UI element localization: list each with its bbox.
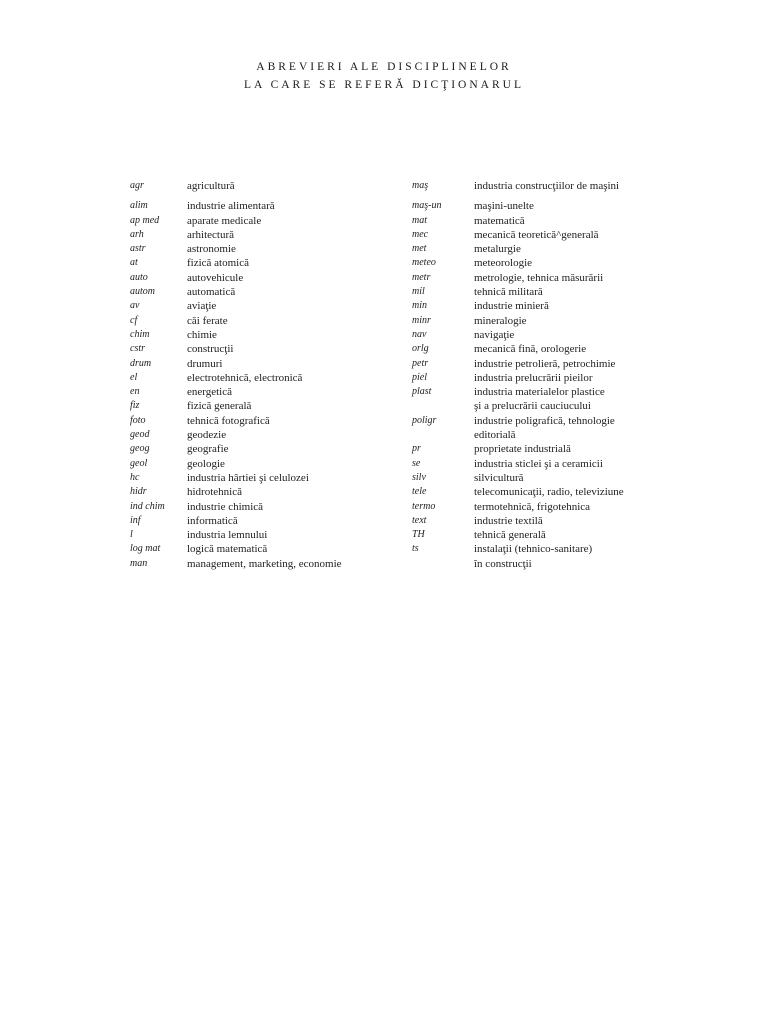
abbreviation: foto <box>130 414 146 426</box>
definition: silvicultură <box>474 471 524 484</box>
definition: matematică <box>474 214 525 227</box>
definition: autovehicule <box>187 271 244 284</box>
definition: căi ferate <box>187 314 228 327</box>
abbreviation-list-left <box>130 179 380 571</box>
list-item <box>412 414 662 428</box>
abbreviation: TH <box>412 529 425 541</box>
abbreviation: piel <box>412 371 427 383</box>
abbreviation: minr <box>412 314 431 326</box>
abbreviation: el <box>130 371 138 383</box>
abbreviation: maş <box>412 180 429 191</box>
abbreviation: text <box>412 514 427 526</box>
definition: industria sticlei şi a ceramicii <box>474 457 603 470</box>
abbreviation: log mat <box>130 543 161 555</box>
list-item <box>412 471 662 485</box>
definition: tehnică militară <box>474 286 543 299</box>
list-item <box>130 228 380 242</box>
list-item <box>130 256 380 270</box>
abbreviation: ap med <box>130 214 160 226</box>
list-item <box>130 314 380 328</box>
definition: proprietate industrială <box>474 443 571 456</box>
abbreviation: man <box>130 557 148 569</box>
list-item <box>130 542 380 556</box>
list-item <box>412 485 662 499</box>
list-item <box>130 414 380 428</box>
abbreviation: metr <box>412 271 431 283</box>
definition: aparate medicale <box>187 214 262 227</box>
list-item <box>130 514 380 528</box>
list-item <box>412 285 662 299</box>
abbreviation: petr <box>412 357 429 369</box>
definition: tehnică fotografică <box>187 414 270 427</box>
list-item <box>130 199 380 213</box>
definition: industrie poligrafică, tehnologie <box>474 414 615 427</box>
definition: industrie minieră <box>474 300 549 313</box>
definition: şi a prelucrării cauciucului <box>474 400 591 413</box>
abbreviation: ind chim <box>130 500 165 512</box>
list-item <box>130 271 380 285</box>
definition: construcţii <box>187 343 234 356</box>
abbreviation: plast <box>412 386 432 398</box>
list-item <box>130 399 380 413</box>
abbreviation: cstr <box>130 343 145 355</box>
list-item <box>412 328 662 342</box>
definition: industrie textilă <box>474 514 543 527</box>
list-item <box>412 228 662 242</box>
list-item <box>412 500 662 514</box>
abbreviation: inf <box>130 514 141 526</box>
definition: industrie alimentară <box>187 200 275 213</box>
definition: editorială <box>474 429 516 442</box>
list-item <box>130 328 380 342</box>
abbreviation: fiz <box>130 400 140 412</box>
list-item <box>130 528 380 542</box>
abbreviation: min <box>412 300 427 312</box>
definition: agricultură <box>187 180 235 192</box>
definition: industrie chimică <box>187 500 264 513</box>
list-item <box>412 242 662 256</box>
definition: arhitectură <box>187 228 235 241</box>
list-item <box>412 457 662 471</box>
abbreviation: orlg <box>412 343 429 355</box>
abbreviation: se <box>412 457 421 469</box>
definition: metalurgie <box>474 243 521 256</box>
abbreviation: l <box>130 529 133 541</box>
definition: meteorologie <box>474 257 533 270</box>
abbreviation: en <box>130 386 140 398</box>
abbreviation: arh <box>130 228 144 240</box>
abbreviation: meteo <box>412 257 436 269</box>
abbreviation: geog <box>130 443 150 455</box>
definition: mecanică teoretică^generală <box>474 228 599 241</box>
list-item <box>412 442 662 456</box>
abbreviation: astr <box>130 243 146 255</box>
list-item <box>130 357 380 371</box>
definition: termotehnică, frigotehnica <box>474 500 591 513</box>
definition: informatică <box>187 514 238 527</box>
list-item <box>130 285 380 299</box>
list-item <box>130 214 380 228</box>
definition: industrie petrolieră, petrochimie <box>474 357 616 370</box>
list-item <box>130 428 380 442</box>
abbreviation: hc <box>130 471 140 483</box>
list-item <box>412 357 662 371</box>
abbreviation: cf <box>130 314 138 326</box>
list-item <box>412 514 662 528</box>
abbreviation: mil <box>412 286 425 298</box>
definition: industria materialelor plastice <box>474 386 605 399</box>
definition: industria lemnului <box>187 529 268 542</box>
definition: astronomie <box>187 243 236 256</box>
definition: aviaţie <box>187 300 217 313</box>
definition: fizică atomică <box>187 257 249 270</box>
list-item <box>412 199 662 213</box>
abbreviation: hidr <box>130 486 147 498</box>
abbreviation: pr <box>412 443 421 455</box>
definition: logică matematică <box>187 543 268 556</box>
list-item <box>412 214 662 228</box>
abbreviation: maş-un <box>412 200 442 212</box>
list-item <box>130 557 380 571</box>
list-item <box>130 299 380 313</box>
abbreviation: nav <box>412 328 427 340</box>
list-item <box>130 242 380 256</box>
definition: maşini-unelte <box>474 200 534 213</box>
abbreviation: poligr <box>412 414 437 426</box>
abbreviation: autom <box>130 286 155 298</box>
abbreviation: ts <box>412 543 419 555</box>
list-item <box>130 442 380 456</box>
list-item <box>130 342 380 356</box>
list-item <box>130 179 380 193</box>
definition: instalaţii (tehnico-sanitare) <box>474 543 593 556</box>
definition: mineralogie <box>474 314 527 327</box>
definition: metrologie, tehnica măsurării <box>474 271 604 284</box>
abbreviation: chim <box>130 328 150 340</box>
definition: electrotehnică, electronică <box>187 371 303 384</box>
definition: industria construcţiilor de maşini <box>474 180 620 192</box>
definition: geodezie <box>187 429 227 442</box>
abbreviation: termo <box>412 500 436 512</box>
list-item <box>130 485 380 499</box>
abbreviation: auto <box>130 271 148 283</box>
list-item <box>412 299 662 313</box>
definition: automatică <box>187 286 236 299</box>
abbreviation: silv <box>412 471 426 483</box>
abbreviation: mec <box>412 228 429 240</box>
abbreviation: met <box>412 243 427 255</box>
list-item <box>412 542 662 556</box>
definition: geografie <box>187 443 229 456</box>
abbreviation-list-right <box>412 179 662 571</box>
definition: energetică <box>187 386 232 399</box>
list-item <box>412 428 662 442</box>
list-item <box>130 471 380 485</box>
definition: chimie <box>187 328 217 341</box>
definition: telecomunicaţii, radio, televiziune <box>474 486 624 499</box>
list-item <box>412 557 662 571</box>
list-item <box>130 500 380 514</box>
page-title-line-1: ABREVIERI ALE DISCIPLINELOR <box>256 61 512 73</box>
list-item <box>130 385 380 399</box>
definition: în construcţii <box>474 557 532 570</box>
list-item <box>412 528 662 542</box>
definition: drumuri <box>187 357 223 370</box>
definition: mecanică fină, orologerie <box>474 343 587 356</box>
definition: industria hârtiei şi celulozei <box>187 471 309 484</box>
definition: management, marketing, economie <box>187 557 342 570</box>
abbreviation: geol <box>130 457 148 469</box>
definition: navigaţie <box>474 328 515 341</box>
list-item <box>412 271 662 285</box>
list-item <box>412 314 662 328</box>
page-title-line-2: LA CARE SE REFERĂ DICŢIONARUL <box>244 79 524 91</box>
abbreviation: alim <box>130 200 148 212</box>
list-item <box>130 457 380 471</box>
list-item <box>412 371 662 385</box>
definition: fizică generală <box>187 400 252 413</box>
list-item <box>412 399 662 413</box>
abbreviation: tele <box>412 486 427 498</box>
list-item <box>412 256 662 270</box>
definition: industria prelucrării pieilor <box>474 371 593 384</box>
list-item <box>412 179 662 193</box>
definition: geologie <box>187 457 225 470</box>
abbreviation: drum <box>130 357 152 369</box>
definition: hidrotehnică <box>187 486 242 499</box>
definition: tehnică generală <box>474 529 546 542</box>
list-item <box>412 342 662 356</box>
abbreviation: mat <box>412 214 427 226</box>
abbreviation: at <box>130 257 138 269</box>
abbreviation: agr <box>130 180 144 191</box>
list-item <box>412 385 662 399</box>
abbreviation: av <box>130 300 140 312</box>
abbreviation: geod <box>130 429 150 441</box>
list-item <box>130 371 380 385</box>
